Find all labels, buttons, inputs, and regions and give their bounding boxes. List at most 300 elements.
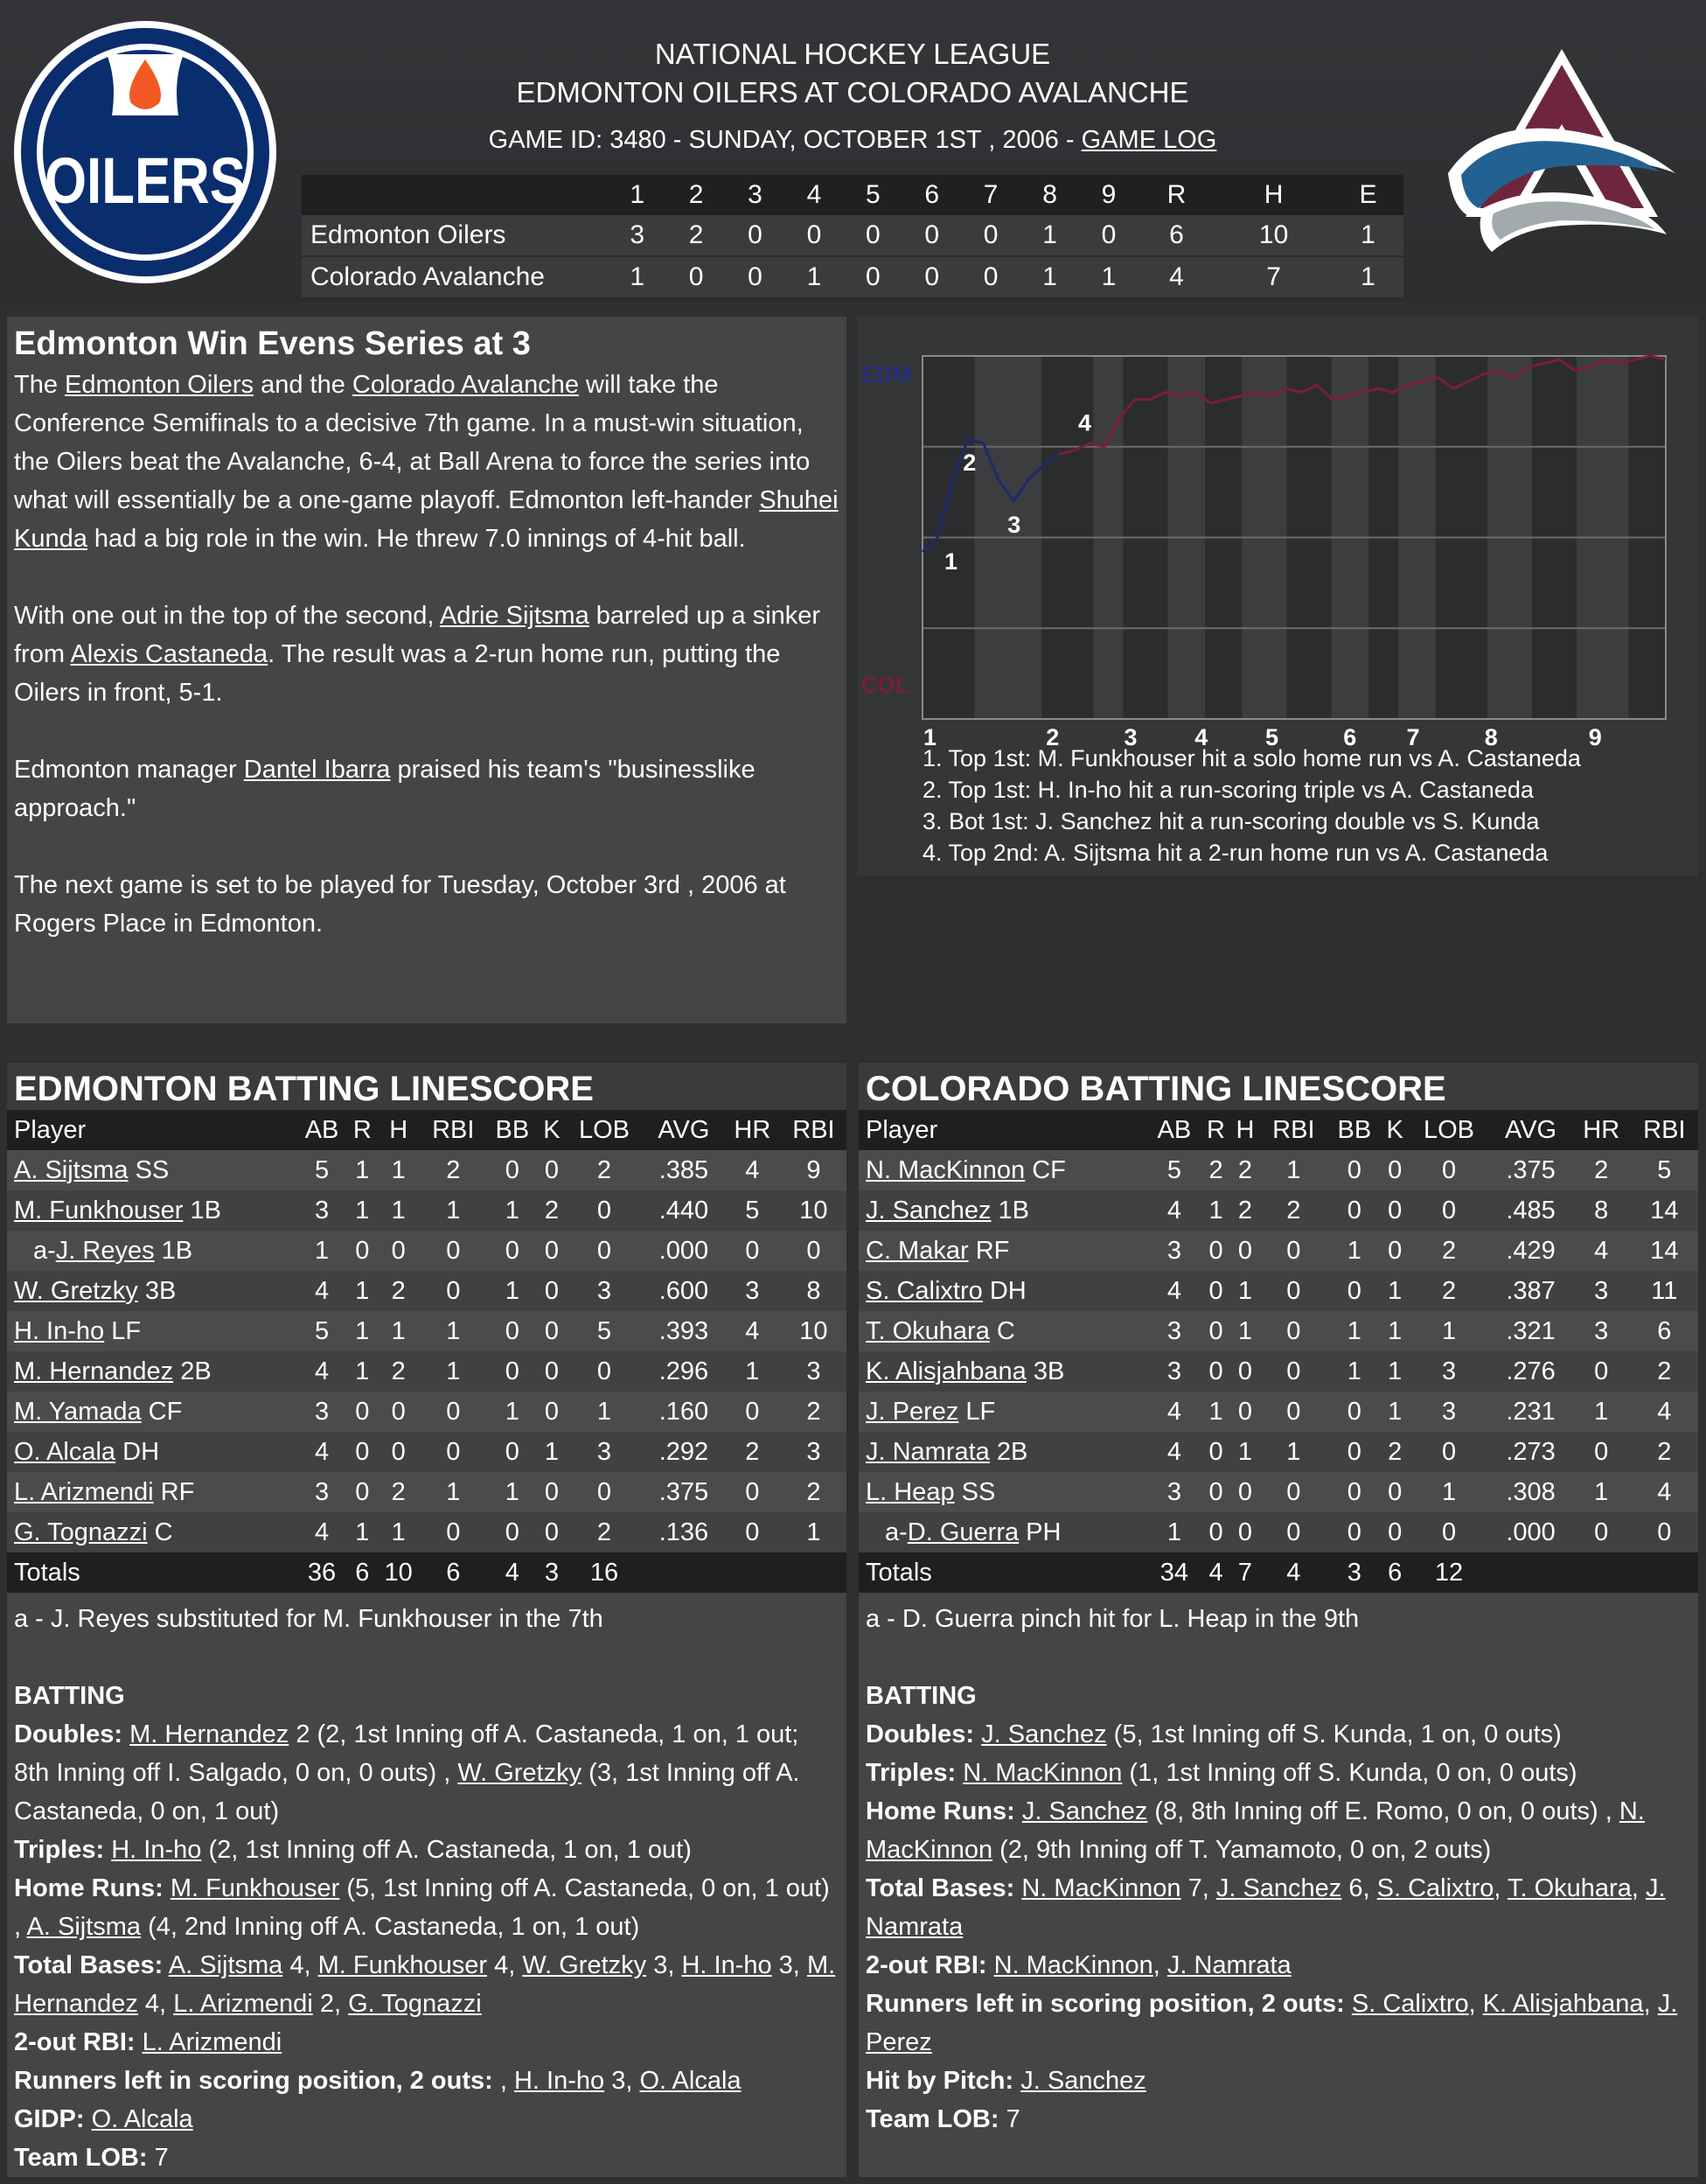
stat-cell: 0 <box>1594 1357 1609 1385</box>
stat-cell: 1 <box>1388 1276 1403 1305</box>
player-link-sijtsma[interactable]: Adrie Sijtsma <box>439 602 589 630</box>
player-row <box>859 1150 1698 1190</box>
totals-cell: 3 <box>539 1553 565 1593</box>
stat-cell: 4 <box>1166 1437 1181 1466</box>
linescore-cell: 1 <box>806 262 822 291</box>
stat-cell: 0 <box>1237 1477 1253 1506</box>
stat-cell: 0 <box>596 1477 612 1506</box>
stat-cell: 1 <box>1166 1518 1181 1546</box>
story-text: The <box>14 371 66 399</box>
stat-cell: 1 <box>1347 1236 1361 1265</box>
linescore-cell: 7 <box>1266 262 1281 291</box>
game-header <box>0 0 1706 302</box>
linescore-col-h: H <box>1264 180 1284 209</box>
player-name-link[interactable]: G. Tognazzi <box>14 1518 148 1546</box>
stat-cell: 0 <box>505 1155 519 1184</box>
hit-by-pitch-line <box>866 2062 1691 2100</box>
player-name-link[interactable]: C. Makar <box>866 1236 969 1265</box>
stat-cell: 1 <box>446 1316 461 1345</box>
player-position: RF <box>153 1477 195 1506</box>
column-header: RBI <box>1260 1110 1327 1150</box>
period-linescore <box>302 175 1403 297</box>
team-link-edmonton[interactable]: Edmonton Oilers <box>65 371 254 399</box>
player-link[interactable]: J. Namrata <box>866 1874 1666 1941</box>
matchup-title: EDMONTON OILERS AT COLORADO AVALANCHE <box>516 76 1189 108</box>
linescore-team-row <box>302 256 1403 297</box>
player-link[interactable]: M. Funkhouser <box>170 1874 340 1902</box>
story-paragraph-4: The next game is set to be played for Tuesday, October 3rd , 2006 at Rogers Place in Edmonton. <box>14 871 786 938</box>
stat-cell: 0 <box>745 1236 760 1265</box>
edmonton-batting-table <box>7 1110 846 1593</box>
stat-cell: 4 <box>745 1155 760 1184</box>
stat-cell: 1 <box>1594 1477 1609 1506</box>
sub-prefix: a- <box>885 1518 908 1546</box>
player-position: 1B <box>991 1196 1030 1225</box>
stat-cell: 0 <box>596 1196 612 1225</box>
player-position: 2B <box>173 1357 212 1385</box>
column-header: AVG <box>1489 1110 1571 1150</box>
linescore-cell: 4 <box>1169 262 1184 291</box>
stat-cell: 0 <box>446 1397 461 1426</box>
player-link-kunda[interactable]: Shuhei Kunda <box>14 486 839 553</box>
linescore-cell: 0 <box>983 262 999 291</box>
player-name-link[interactable]: M. Hernandez <box>14 1357 174 1385</box>
note-text: , <box>1643 1990 1658 2018</box>
column-header: K <box>1382 1110 1409 1150</box>
stat-cell: 0 <box>1208 1316 1223 1345</box>
totals-label: Totals <box>7 1553 296 1593</box>
linescore-cell: 0 <box>1101 220 1117 249</box>
stat-cell: 2 <box>596 1155 612 1184</box>
player-cell <box>7 1190 296 1231</box>
story-text: Edmonton manager <box>14 756 244 784</box>
stat-cell: 0 <box>1286 1276 1301 1305</box>
linescore-team-name: Colorado Avalanche <box>310 262 545 291</box>
stat-cell: 14 <box>1650 1236 1679 1265</box>
stat-cell: 0 <box>1208 1276 1223 1305</box>
stat-cell: 0 <box>1237 1357 1253 1385</box>
player-link[interactable]: L. Arizmendi <box>173 1990 313 2018</box>
stat-cell: 2 <box>1657 1437 1672 1466</box>
note-text: 4, <box>487 1951 523 1979</box>
stat-cell: 2 <box>544 1196 559 1225</box>
stat-cell: .276 <box>1506 1357 1556 1385</box>
player-link[interactable]: N. MacKinnon <box>866 1797 1645 1864</box>
stat-cell: 0 <box>1347 1477 1361 1506</box>
note-text: (3, 1st Inning off A. Castaneda, 0 on, 1 out) <box>14 1759 800 1825</box>
stat-cell: .321 <box>1506 1316 1556 1345</box>
totals-cell: 10 <box>377 1553 421 1593</box>
note-text: 3, <box>646 1951 682 1979</box>
player-link[interactable]: J. Perez <box>866 1990 1678 2056</box>
linescore-header-row <box>302 175 1403 215</box>
stat-cell: 5 <box>1166 1155 1181 1184</box>
totals-cell: 4 <box>1201 1553 1230 1593</box>
stat-cell: 3 <box>1166 1316 1181 1345</box>
stat-cell: 2 <box>1286 1196 1301 1225</box>
stat-cell: .273 <box>1506 1437 1556 1466</box>
player-row <box>7 1311 846 1351</box>
player-name-link[interactable]: L. Heap <box>866 1477 955 1506</box>
player-link[interactable]: J. Namrata <box>1166 1951 1292 1979</box>
player-name-link[interactable]: M. Funkhouser <box>14 1196 184 1225</box>
linescore-col-2: 2 <box>688 180 704 209</box>
player-position: DH <box>982 1276 1027 1305</box>
player-link[interactable]: O. Alcala <box>639 2067 742 2095</box>
linescore-col-9: 9 <box>1101 180 1117 209</box>
player-link[interactable]: N. MacKinnon <box>1021 1874 1181 1902</box>
stat-cell: 2 <box>806 1397 821 1426</box>
hit-by-pitch-label: Hit by Pitch: <box>866 2067 1014 2095</box>
player-name-link[interactable]: K. Alisjahbana <box>866 1357 1027 1385</box>
play-marker[interactable]: 2 <box>963 450 977 477</box>
stat-cell: 3 <box>1594 1316 1609 1345</box>
stat-cell: 1 <box>355 1357 370 1385</box>
player-name-link[interactable]: O. Alcala <box>14 1437 116 1466</box>
player-name-link[interactable]: J. Perez <box>866 1397 959 1426</box>
substitution-note: a - D. Guerra pinch hit for L. Heap in the 9th <box>866 1605 1360 1633</box>
stat-cell: 1 <box>391 1155 406 1184</box>
totals-cell <box>1489 1553 1571 1593</box>
stat-cell: 0 <box>1286 1236 1301 1265</box>
player-link[interactable]: S. Calixtro <box>1376 1874 1494 1902</box>
stat-cell: 10 <box>799 1196 828 1225</box>
stat-cell: 0 <box>446 1518 461 1546</box>
totals-cell: 4 <box>486 1553 539 1593</box>
stat-cell: 3 <box>596 1437 612 1466</box>
stat-cell: 2 <box>1441 1276 1457 1305</box>
column-header: RBI <box>421 1110 486 1150</box>
player-link[interactable]: S. Calixtro <box>1351 1990 1469 2018</box>
stat-cell: 0 <box>1441 1437 1457 1466</box>
player-cell <box>859 1351 1147 1392</box>
stat-cell: .429 <box>1506 1236 1556 1265</box>
totals-cell: 3 <box>1327 1553 1382 1593</box>
stat-cell: .231 <box>1506 1397 1556 1426</box>
player-link[interactable]: M. Hernandez <box>14 1951 836 2018</box>
two-out-rbi-label: 2-out RBI: <box>14 2028 136 2056</box>
player-link[interactable]: W. Gretzky <box>522 1951 647 1979</box>
total-bases-line <box>14 1946 839 2023</box>
stat-cell: 0 <box>1594 1518 1609 1546</box>
stat-cell: 2 <box>1388 1437 1403 1466</box>
linescore-cell: 1 <box>1042 220 1057 249</box>
player-cell <box>7 1432 296 1472</box>
player-name-link[interactable]: D. Guerra <box>907 1518 1020 1546</box>
triples-line <box>866 1754 1691 1792</box>
rlisp-label: Runners left in scoring position, 2 outs: <box>866 1990 1345 2018</box>
player-link[interactable]: K. Alisjahbana <box>1482 1990 1644 2018</box>
player-name-link[interactable]: L. Arizmendi <box>14 1477 154 1506</box>
stat-cell: 0 <box>1347 1437 1361 1466</box>
player-link[interactable]: J. Sanchez <box>1020 2067 1146 2095</box>
stat-cell: .385 <box>658 1155 709 1184</box>
player-row <box>859 1432 1698 1472</box>
stat-cell: 3 <box>1441 1397 1457 1426</box>
stat-cell: 0 <box>1237 1397 1253 1426</box>
note-text: 2, <box>312 1990 349 2018</box>
colorado-box-notes <box>859 1593 1698 2146</box>
inning-tick-label: 4 <box>1194 724 1208 750</box>
doubles-line <box>866 1715 1691 1754</box>
player-cell <box>7 1392 296 1432</box>
colorado-batting-box <box>859 1063 1698 2177</box>
edmonton-box-notes <box>7 1593 846 2184</box>
player-position: 2B <box>989 1437 1028 1466</box>
player-link[interactable]: T. Okuhara <box>1507 1874 1632 1902</box>
player-row <box>859 1271 1698 1311</box>
player-name-link[interactable]: N. MacKinnon <box>866 1155 1026 1184</box>
colorado-table-header <box>859 1110 1698 1150</box>
player-link[interactable]: M. Funkhouser <box>317 1951 488 1979</box>
linescore-cell: 6 <box>1169 220 1184 249</box>
stat-cell: 1 <box>1208 1397 1223 1426</box>
team-lob-line <box>866 2100 1691 2139</box>
stat-cell: 0 <box>745 1518 760 1546</box>
column-header: LOB <box>1409 1110 1490 1150</box>
stat-cell: 1 <box>391 1518 406 1546</box>
note-text: 3, <box>604 2067 640 2095</box>
stat-cell: 0 <box>1286 1477 1301 1506</box>
totals-label: Totals <box>859 1553 1147 1593</box>
player-row <box>7 1231 846 1271</box>
player-link[interactable]: H. In-ho <box>513 2067 605 2095</box>
note-text: 3, <box>771 1951 807 1979</box>
player-name-link[interactable]: T. Okuhara <box>866 1316 990 1345</box>
stat-cell: 3 <box>314 1397 330 1426</box>
stat-cell: 4 <box>314 1437 330 1466</box>
substitution-note: a - J. Reyes substituted for M. Funkhouser in the 7th <box>14 1605 603 1633</box>
totals-cell <box>724 1553 781 1593</box>
linescore-cell: 1 <box>1361 262 1375 291</box>
totals-cell <box>781 1553 846 1593</box>
stat-cell: 0 <box>1286 1397 1301 1426</box>
stat-cell: 1 <box>1388 1316 1403 1345</box>
column-header: AB <box>1147 1110 1201 1150</box>
stat-cell: 1 <box>1441 1477 1457 1506</box>
stat-cell: 3 <box>806 1357 821 1385</box>
stat-cell: 0 <box>391 1397 406 1426</box>
stat-cell: 2 <box>1237 1196 1253 1225</box>
stat-cell: 2 <box>1594 1155 1609 1184</box>
game-title-block <box>302 35 1403 159</box>
note-text: (5, 1st Inning off A. Castaneda, 0 on, 1 out) , <box>14 1874 830 1941</box>
totals-cell <box>1631 1553 1698 1593</box>
stat-cell: 2 <box>446 1155 461 1184</box>
player-name-link[interactable]: J. Reyes <box>55 1236 155 1265</box>
player-name-link[interactable]: S. Calixtro <box>866 1276 983 1305</box>
column-header: R <box>348 1110 377 1150</box>
player-row <box>7 1190 846 1231</box>
stat-cell: 0 <box>1441 1518 1457 1546</box>
player-link[interactable]: A. Sijtsma <box>26 1913 142 1941</box>
player-cell <box>7 1150 296 1190</box>
linescore-team-name: Edmonton Oilers <box>310 220 506 249</box>
stat-cell: 1 <box>544 1437 559 1466</box>
stat-cell: 2 <box>745 1437 760 1466</box>
linescore-col-8: 8 <box>1042 180 1057 209</box>
player-link[interactable]: G. Tognazzi <box>348 1990 482 2018</box>
stat-cell: 2 <box>1208 1155 1223 1184</box>
stat-cell: 0 <box>1388 1518 1403 1546</box>
linescore-corner <box>302 175 608 215</box>
stat-cell: 3 <box>1166 1236 1181 1265</box>
totals-cell <box>1572 1553 1631 1593</box>
column-header: AVG <box>644 1110 724 1150</box>
play-annotation: 3. Bot 1st: J. Sanchez hit a run-scoring double vs S. Kunda <box>923 808 1540 834</box>
player-link-castaneda[interactable]: Alexis Castaneda <box>70 640 268 668</box>
note-text: (2, 9th Inning off T. Yamamoto, 0 on, 2 outs) <box>992 1836 1492 1864</box>
stat-cell: 0 <box>745 1397 760 1426</box>
stat-cell: 1 <box>446 1477 461 1506</box>
stat-cell: 5 <box>745 1196 760 1225</box>
stat-cell: 1 <box>391 1196 406 1225</box>
stat-cell: 3 <box>314 1477 330 1506</box>
stat-cell: 2 <box>391 1357 406 1385</box>
stat-cell: 1 <box>1388 1397 1403 1426</box>
stat-cell: 1 <box>1286 1437 1301 1466</box>
player-link[interactable]: A. Sijtsma <box>168 1951 283 1979</box>
player-link[interactable]: H. In-ho <box>111 1836 202 1864</box>
stat-cell: 1 <box>505 1397 519 1426</box>
player-name-link[interactable]: J. Sanchez <box>866 1196 992 1225</box>
stat-cell: 0 <box>1388 1236 1403 1265</box>
home-runs-line <box>866 1792 1691 1869</box>
stat-cell: 1 <box>1237 1437 1253 1466</box>
stat-cell: 1 <box>1388 1357 1403 1385</box>
doubles-label: Doubles: <box>14 1720 123 1748</box>
note-text: , <box>1494 1874 1508 1902</box>
team-lob-value: 7 <box>147 2144 169 2172</box>
player-name-link[interactable]: A. Sijtsma <box>14 1155 129 1184</box>
story-text: praised his team's "businesslike approach." <box>14 756 756 822</box>
stat-cell: 0 <box>1286 1357 1301 1385</box>
player-cell <box>7 1311 296 1351</box>
column-header: AB <box>296 1110 348 1150</box>
player-position: LF <box>104 1316 142 1345</box>
linescore-cell: 0 <box>924 262 940 291</box>
play-annotation: 1. Top 1st: M. Funkhouser hit a solo home run vs A. Castaneda <box>923 745 1581 771</box>
player-cell <box>859 1150 1147 1190</box>
player-link[interactable]: O. Alcala <box>91 2105 193 2133</box>
player-link[interactable]: H. In-ho <box>681 1951 772 1979</box>
player-name-link[interactable]: J. Namrata <box>866 1437 990 1466</box>
player-link[interactable]: N. MacKinnon <box>993 1951 1153 1979</box>
doubles-line <box>14 1715 839 1831</box>
team-link-colorado[interactable]: Colorado Avalanche <box>352 371 579 399</box>
stat-cell: 0 <box>1347 1196 1361 1225</box>
league-title: NATIONAL HOCKEY LEAGUE <box>654 38 1051 70</box>
totals-cell: 4 <box>1260 1553 1327 1593</box>
player-position: CF <box>1025 1155 1066 1184</box>
column-header: BB <box>486 1110 539 1150</box>
game-log-link[interactable]: GAME LOG <box>1081 126 1217 154</box>
colorado-totals-row <box>859 1553 1698 1593</box>
inning-tick-label: 2 <box>1046 724 1060 750</box>
player-row <box>7 1392 846 1432</box>
linescore-col-7: 7 <box>983 180 999 209</box>
linescore-team-row <box>302 215 1403 256</box>
play-annotation: 4. Top 2nd: A. Sijtsma hit a 2-run home run vs A. Castaneda <box>923 840 1549 866</box>
linescore-cell: 10 <box>1258 220 1289 249</box>
player-link[interactable]: N. MacKinnon <box>963 1759 1123 1787</box>
sub-prefix: a- <box>33 1236 56 1265</box>
manager-link-ibarra[interactable]: Dantel Ibarra <box>243 756 391 784</box>
column-header: RBI <box>1631 1110 1698 1150</box>
play-marker[interactable]: 4 <box>1078 409 1092 436</box>
play-marker[interactable]: 1 <box>944 548 958 576</box>
player-name-link[interactable]: W. Gretzky <box>14 1276 138 1305</box>
stat-cell: 0 <box>544 1357 559 1385</box>
stat-cell: .600 <box>658 1276 709 1305</box>
stat-cell: 1 <box>1347 1316 1361 1345</box>
story-headline: Edmonton Win Evens Series at 3 <box>14 325 531 362</box>
column-header: RBI <box>781 1110 846 1150</box>
stat-cell: 0 <box>1657 1518 1672 1546</box>
two-out-rbi-line <box>866 1946 1691 1985</box>
column-header: Player <box>7 1110 296 1150</box>
play-marker[interactable]: 3 <box>1007 512 1021 538</box>
stat-cell: .292 <box>658 1437 709 1466</box>
column-header: K <box>539 1110 565 1150</box>
col-axis-label: COL <box>861 672 909 698</box>
player-position: RF <box>968 1236 1010 1265</box>
linescore-col-6: 6 <box>924 180 940 209</box>
player-link[interactable]: J. Sanchez <box>981 1720 1107 1748</box>
player-link[interactable]: J. Sanchez <box>1021 1797 1148 1825</box>
stat-cell: 4 <box>1166 1397 1181 1426</box>
stat-cell: 5 <box>314 1155 330 1184</box>
note-text: 4, <box>137 1990 174 2018</box>
stat-cell: .296 <box>658 1357 709 1385</box>
stat-cell: 0 <box>806 1236 821 1265</box>
stat-cell: 1 <box>745 1357 760 1385</box>
stat-cell: 0 <box>596 1357 612 1385</box>
stat-cell: 0 <box>505 1518 519 1546</box>
stat-cell: 0 <box>1594 1437 1609 1466</box>
linescore-cell: 0 <box>983 220 999 249</box>
stat-cell: 3 <box>596 1276 612 1305</box>
stat-cell: 4 <box>1166 1196 1181 1225</box>
player-position: 1B <box>154 1236 193 1265</box>
stat-cell: 0 <box>1286 1316 1301 1345</box>
stat-cell: .160 <box>658 1397 709 1426</box>
stat-cell: 4 <box>1166 1276 1181 1305</box>
story-paragraph-1 <box>14 366 839 558</box>
player-link[interactable]: J. Sanchez <box>1215 1874 1342 1902</box>
stat-cell: 0 <box>544 1276 559 1305</box>
player-cell <box>859 1432 1147 1472</box>
player-cell <box>7 1351 296 1392</box>
inning-tick-label: 8 <box>1484 724 1498 750</box>
player-name-link[interactable]: H. In-ho <box>14 1316 105 1345</box>
player-cell <box>859 1311 1147 1351</box>
player-position: C <box>147 1518 173 1546</box>
linescore-col-1: 1 <box>630 180 645 209</box>
stat-cell: 1 <box>1208 1196 1223 1225</box>
stat-cell: 0 <box>446 1236 461 1265</box>
stat-cell: 3 <box>1441 1357 1457 1385</box>
totals-cell: 36 <box>296 1553 348 1593</box>
player-name-link[interactable]: M. Yamada <box>14 1397 142 1426</box>
linescore-col-r: R <box>1166 180 1187 209</box>
column-header: R <box>1201 1110 1230 1150</box>
stat-cell: 1 <box>505 1477 519 1506</box>
stat-cell: 1 <box>446 1357 461 1385</box>
player-link[interactable]: M. Hernandez <box>129 1720 289 1748</box>
player-link[interactable]: W. Gretzky <box>457 1759 582 1787</box>
player-link[interactable]: L. Arizmendi <box>142 2028 282 2056</box>
